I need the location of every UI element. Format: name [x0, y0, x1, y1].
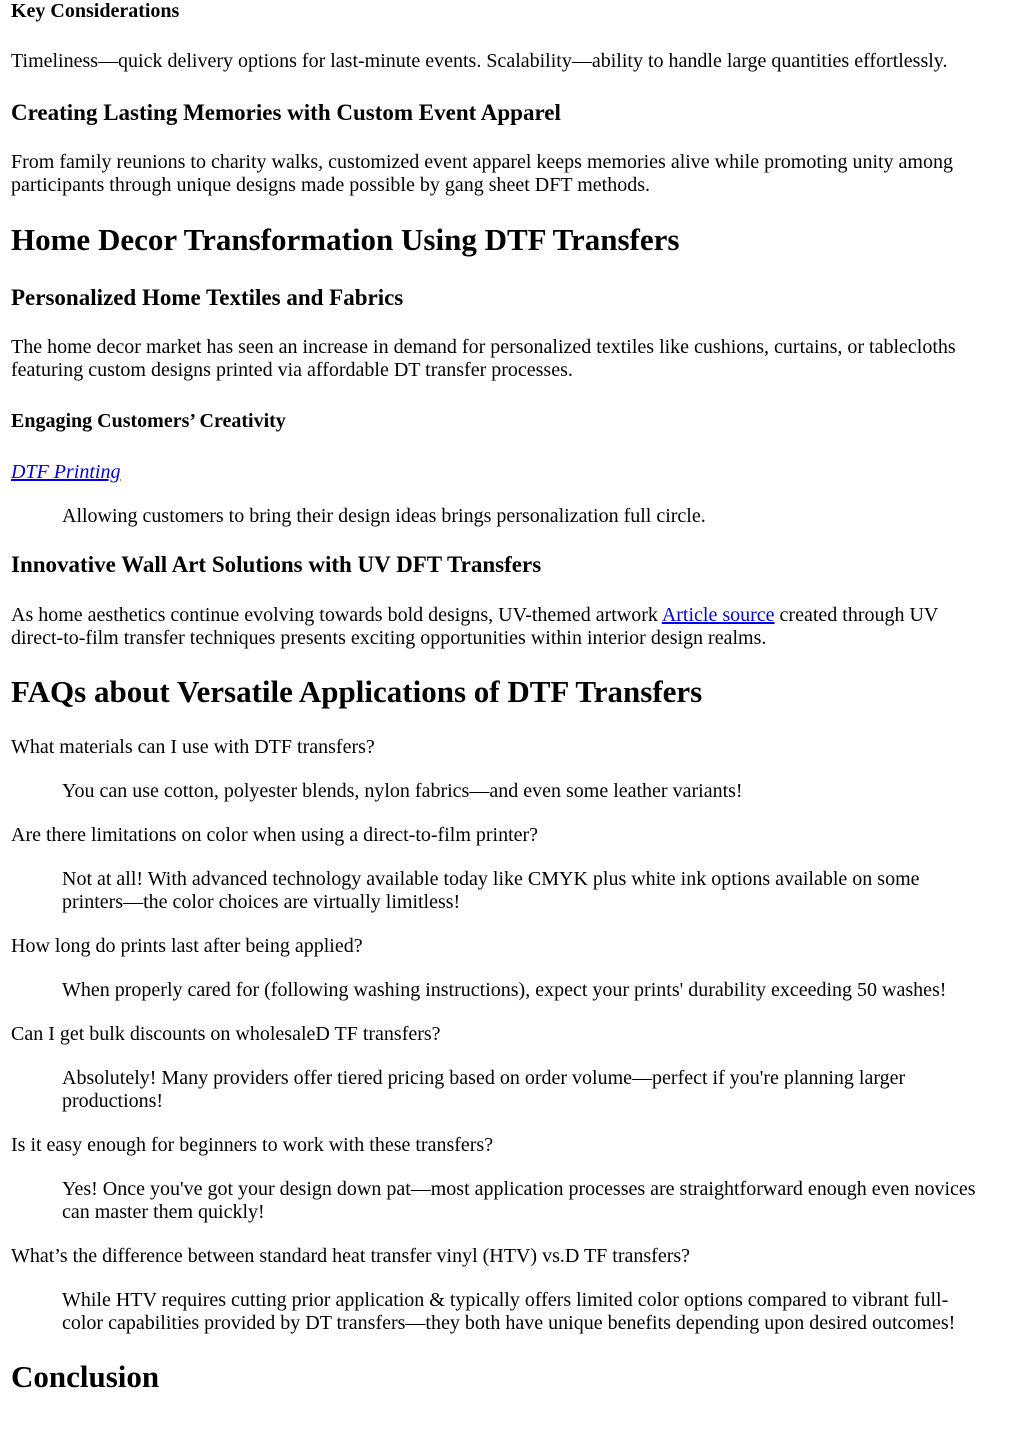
- textiles-text-line-1: The home decor market has seen an increase in demand for personalized textiles like cushions, curtains, or tablecloths: [11, 336, 956, 358]
- wall-art-text-after-link: created through UV: [774, 604, 939, 626]
- conclusion-heading: Conclusion: [11, 1359, 160, 1394]
- dtf-printing-link[interactable]: DTF Printing: [11, 461, 121, 483]
- wall-art-text-line-1: [11, 604, 938, 627]
- wall-art-heading: Innovative Wall Art Solutions with UV DFT Transfers: [11, 552, 542, 577]
- faq-question-2: Are there limitations on color when using a direct-to-film printer?: [11, 824, 539, 846]
- textiles-text-line-2: featuring custom designs printed via affordable DT transfer processes.: [11, 359, 573, 381]
- faq-answer-2-line-1: Not at all! With advanced technology available today like CMYK plus white ink options available on some: [62, 868, 920, 890]
- faq-answer-4-line-2: productions!: [62, 1090, 164, 1112]
- wall-art-text-before-link: As home aesthetics continue evolving towards bold designs, UV-themed artwork: [11, 604, 662, 626]
- memories-text-line-1: From family reunions to charity walks, customized event apparel keeps memories alive while promoting unity among: [11, 151, 953, 173]
- faq-answer-1-line-1: You can use cotton, polyester blends, nylon fabrics—and even some leather variants!: [62, 780, 743, 802]
- faq-question-5: Is it easy enough for beginners to work with these transfers?: [11, 1134, 494, 1156]
- faq-answer-4-line-1: Absolutely! Many providers offer tiered pricing based on order volume—perfect if you're planning larger: [62, 1067, 906, 1089]
- key-considerations-heading: Key Considerations: [11, 0, 180, 22]
- faq-answer-6-line-2: color capabilities provided by DT transfers—they both have unique benefits depending upon desired outcomes!: [62, 1312, 956, 1334]
- faq-answer-3-line-1: When properly cared for (following washing instructions), expect your prints' durability exceeding 50 washes!: [62, 979, 947, 1001]
- memories-text-line-2: participants through unique designs made possible by gang sheet DFT methods.: [11, 174, 650, 196]
- faq-question-6: What’s the difference between standard heat transfer vinyl (HTV) vs.D TF transfers?: [11, 1245, 691, 1267]
- faq-answer-5-line-1: Yes! Once you've got your design down pat—most application processes are straightforward enough even novices: [62, 1178, 976, 1200]
- faq-answer-6-line-1: While HTV requires cutting prior application & typically offers limited color options compared to vibrant full-: [62, 1289, 949, 1311]
- faq-question-4: Can I get bulk discounts on wholesaleD TF transfers?: [11, 1023, 441, 1045]
- faq-question-1: What materials can I use with DTF transfers?: [11, 736, 375, 758]
- creativity-heading: Engaging Customers’ Creativity: [11, 410, 286, 432]
- faqs-heading: FAQs about Versatile Applications of DTF Transfers: [11, 674, 703, 709]
- faq-question-3: How long do prints last after being applied?: [11, 935, 363, 957]
- creativity-text: Allowing customers to bring their design ideas brings personalization full circle.: [62, 505, 706, 527]
- textiles-heading: Personalized Home Textiles and Fabrics: [11, 285, 404, 310]
- article-source-link[interactable]: Article source: [661, 604, 775, 626]
- dtf-printing-line: [11, 461, 120, 484]
- faq-answer-2-line-2: printers—the color choices are virtually limitless!: [62, 891, 461, 913]
- home-decor-heading: Home Decor Transformation Using DTF Transfers: [11, 222, 680, 257]
- memories-heading: Creating Lasting Memories with Custom Event Apparel: [11, 100, 561, 125]
- faq-answer-5-line-2: can master them quickly!: [62, 1201, 265, 1223]
- key-considerations-text: Timeliness—quick delivery options for last-minute events. Scalability—ability to handle large quantities effortlessly.: [11, 50, 948, 72]
- wall-art-text-line-2: direct-to-film transfer techniques presents exciting opportunities within interior design realms.: [11, 627, 767, 649]
